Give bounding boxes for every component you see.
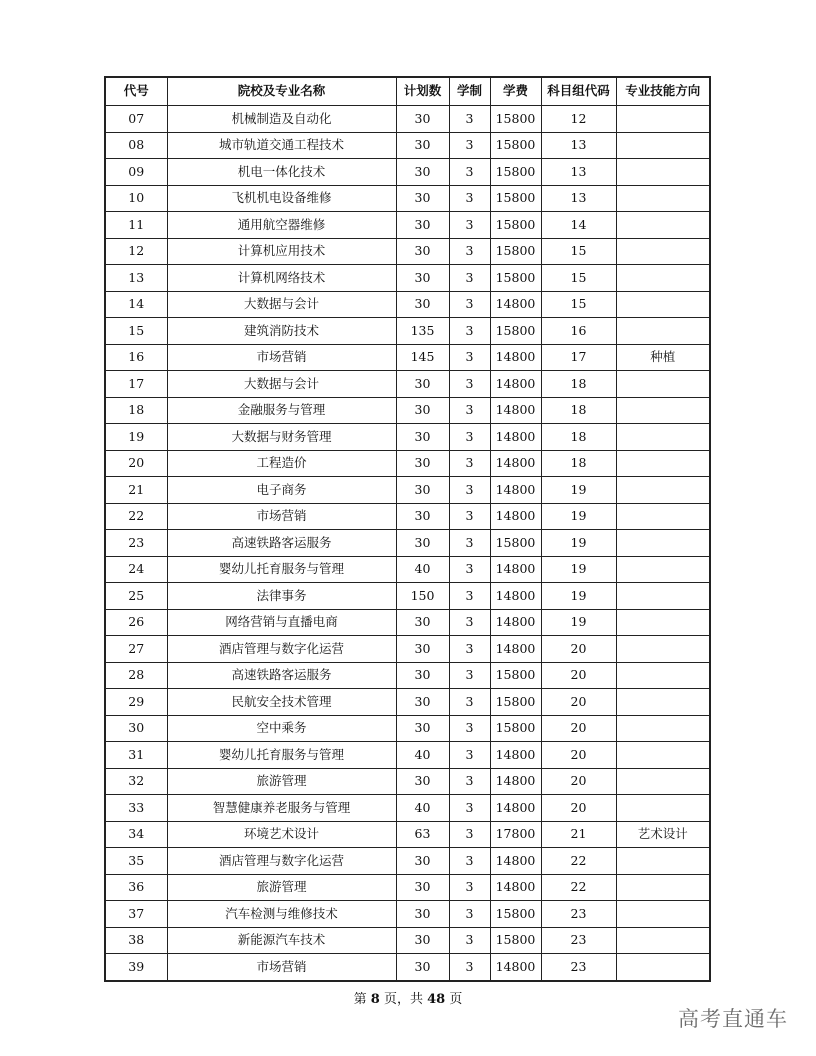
cell-code: 31 [105, 742, 167, 769]
cell-code: 20 [105, 450, 167, 477]
cell-code: 28 [105, 662, 167, 689]
cell-major-name: 建筑消防技术 [167, 318, 396, 345]
cell-code: 33 [105, 795, 167, 822]
cell-plan-count: 30 [396, 927, 449, 954]
cell-duration: 3 [449, 901, 490, 928]
cell-major-name: 旅游管理 [167, 768, 396, 795]
table-header-row [105, 77, 710, 106]
cell-subject-group-code: 19 [541, 530, 616, 557]
cell-skill-direction [616, 371, 710, 398]
cell-major-name: 酒店管理与数字化运营 [167, 848, 396, 875]
cell-subject-group-code: 20 [541, 768, 616, 795]
cell-tuition: 14800 [490, 742, 541, 769]
cell-skill-direction [616, 609, 710, 636]
cell-subject-group-code: 14 [541, 212, 616, 239]
cell-major-name: 市场营销 [167, 503, 396, 530]
cell-major-name: 大数据与会计 [167, 291, 396, 318]
cell-tuition: 14800 [490, 344, 541, 371]
cell-tuition: 14800 [490, 556, 541, 583]
cell-code: 13 [105, 265, 167, 292]
cell-code: 10 [105, 185, 167, 212]
cell-skill-direction [616, 636, 710, 663]
table-row [105, 397, 710, 424]
cell-duration: 3 [449, 795, 490, 822]
cell-tuition: 14800 [490, 795, 541, 822]
cell-skill-direction [616, 424, 710, 451]
cell-tuition: 15800 [490, 715, 541, 742]
cell-skill-direction [616, 159, 710, 186]
cell-skill-direction [616, 503, 710, 530]
header-major-name: 院校及专业名称 [167, 77, 396, 106]
cell-subject-group-code: 20 [541, 715, 616, 742]
cell-major-name: 大数据与财务管理 [167, 424, 396, 451]
cell-duration: 3 [449, 715, 490, 742]
cell-major-name: 机械制造及自动化 [167, 106, 396, 133]
cell-subject-group-code: 15 [541, 238, 616, 265]
table-row [105, 185, 710, 212]
cell-plan-count: 30 [396, 768, 449, 795]
cell-major-name: 高速铁路客运服务 [167, 530, 396, 557]
footer-middle: 页，共 [379, 992, 428, 1007]
cell-subject-group-code: 18 [541, 424, 616, 451]
cell-duration: 3 [449, 238, 490, 265]
cell-plan-count: 63 [396, 821, 449, 848]
cell-plan-count: 40 [396, 795, 449, 822]
cell-tuition: 15800 [490, 530, 541, 557]
table-row [105, 689, 710, 716]
table-row [105, 901, 710, 928]
cell-plan-count: 30 [396, 503, 449, 530]
total-pages-number: 48 [427, 992, 446, 1007]
header-plan-count: 计划数 [396, 77, 449, 106]
cell-skill-direction [616, 530, 710, 557]
cell-duration: 3 [449, 318, 490, 345]
cell-duration: 3 [449, 954, 490, 981]
cell-major-name: 酒店管理与数字化运营 [167, 636, 396, 663]
table-row [105, 159, 710, 186]
cell-duration: 3 [449, 477, 490, 504]
cell-plan-count: 30 [396, 848, 449, 875]
cell-duration: 3 [449, 371, 490, 398]
cell-code: 39 [105, 954, 167, 981]
cell-plan-count: 30 [396, 715, 449, 742]
cell-duration: 3 [449, 212, 490, 239]
cell-code: 18 [105, 397, 167, 424]
cell-plan-count: 40 [396, 556, 449, 583]
cell-duration: 3 [449, 768, 490, 795]
cell-plan-count: 150 [396, 583, 449, 610]
cell-plan-count: 30 [396, 371, 449, 398]
cell-tuition: 17800 [490, 821, 541, 848]
header-duration: 学制 [449, 77, 490, 106]
cell-subject-group-code: 18 [541, 371, 616, 398]
cell-plan-count: 30 [396, 874, 449, 901]
cell-skill-direction [616, 927, 710, 954]
table-row [105, 106, 710, 133]
cell-code: 35 [105, 848, 167, 875]
cell-skill-direction [616, 185, 710, 212]
cell-major-name: 金融服务与管理 [167, 397, 396, 424]
cell-plan-count: 30 [396, 106, 449, 133]
cell-tuition: 14800 [490, 424, 541, 451]
cell-skill-direction [616, 291, 710, 318]
cell-tuition: 15800 [490, 185, 541, 212]
cell-major-name: 通用航空器维修 [167, 212, 396, 239]
cell-tuition: 15800 [490, 265, 541, 292]
cell-code: 29 [105, 689, 167, 716]
cell-subject-group-code: 20 [541, 689, 616, 716]
header-skill-direction: 专业技能方向 [616, 77, 710, 106]
current-page-number: 8 [370, 992, 380, 1007]
table-row [105, 503, 710, 530]
cell-skill-direction [616, 556, 710, 583]
cell-code: 36 [105, 874, 167, 901]
cell-plan-count: 30 [396, 291, 449, 318]
cell-code: 16 [105, 344, 167, 371]
cell-plan-count: 40 [396, 742, 449, 769]
cell-major-name: 城市轨道交通工程技术 [167, 132, 396, 159]
cell-major-name: 汽车检测与维修技术 [167, 901, 396, 928]
cell-code: 24 [105, 556, 167, 583]
cell-duration: 3 [449, 503, 490, 530]
cell-major-name: 网络营销与直播电商 [167, 609, 396, 636]
cell-skill-direction [616, 954, 710, 981]
cell-subject-group-code: 23 [541, 927, 616, 954]
cell-major-name: 工程造价 [167, 450, 396, 477]
table-row [105, 556, 710, 583]
cell-plan-count: 30 [396, 185, 449, 212]
cell-major-name: 旅游管理 [167, 874, 396, 901]
table-row [105, 821, 710, 848]
cell-tuition: 15800 [490, 901, 541, 928]
cell-plan-count: 30 [396, 159, 449, 186]
cell-duration: 3 [449, 821, 490, 848]
cell-skill-direction: 种植 [616, 344, 710, 371]
table-row [105, 848, 710, 875]
table-row [105, 715, 710, 742]
cell-duration: 3 [449, 556, 490, 583]
cell-subject-group-code: 22 [541, 874, 616, 901]
cell-plan-count: 30 [396, 530, 449, 557]
cell-tuition: 14800 [490, 583, 541, 610]
cell-code: 11 [105, 212, 167, 239]
cell-code: 30 [105, 715, 167, 742]
cell-tuition: 14800 [490, 609, 541, 636]
cell-skill-direction [616, 106, 710, 133]
table-row [105, 742, 710, 769]
cell-tuition: 14800 [490, 477, 541, 504]
header-tuition: 学费 [490, 77, 541, 106]
cell-subject-group-code: 20 [541, 795, 616, 822]
cell-duration: 3 [449, 450, 490, 477]
cell-major-name: 婴幼儿托育服务与管理 [167, 556, 396, 583]
cell-skill-direction [616, 768, 710, 795]
cell-code: 15 [105, 318, 167, 345]
cell-duration: 3 [449, 185, 490, 212]
table-row [105, 318, 710, 345]
cell-subject-group-code: 12 [541, 106, 616, 133]
cell-code: 12 [105, 238, 167, 265]
cell-tuition: 14800 [490, 291, 541, 318]
cell-major-name: 市场营销 [167, 344, 396, 371]
cell-subject-group-code: 13 [541, 185, 616, 212]
cell-code: 19 [105, 424, 167, 451]
cell-major-name: 空中乘务 [167, 715, 396, 742]
cell-plan-count: 30 [396, 212, 449, 239]
table-row [105, 132, 710, 159]
cell-code: 17 [105, 371, 167, 398]
cell-skill-direction [616, 450, 710, 477]
cell-subject-group-code: 15 [541, 265, 616, 292]
table-row [105, 954, 710, 981]
watermark: 高考直通车 [678, 1007, 788, 1031]
cell-plan-count: 30 [396, 238, 449, 265]
cell-plan-count: 30 [396, 662, 449, 689]
cell-tuition: 14800 [490, 954, 541, 981]
table-row [105, 530, 710, 557]
cell-duration: 3 [449, 530, 490, 557]
cell-skill-direction [616, 689, 710, 716]
table-row [105, 265, 710, 292]
cell-plan-count: 30 [396, 689, 449, 716]
header-subject-group-code: 科目组代码 [541, 77, 616, 106]
cell-subject-group-code: 20 [541, 636, 616, 663]
cell-duration: 3 [449, 609, 490, 636]
cell-skill-direction [616, 132, 710, 159]
cell-subject-group-code: 19 [541, 477, 616, 504]
cell-subject-group-code: 19 [541, 556, 616, 583]
cell-tuition: 15800 [490, 106, 541, 133]
cell-skill-direction [616, 477, 710, 504]
cell-skill-direction [616, 318, 710, 345]
cell-major-name: 法律事务 [167, 583, 396, 610]
table-row [105, 450, 710, 477]
table-row [105, 238, 710, 265]
cell-subject-group-code: 18 [541, 450, 616, 477]
cell-duration: 3 [449, 344, 490, 371]
cell-tuition: 15800 [490, 318, 541, 345]
cell-duration: 3 [449, 265, 490, 292]
cell-skill-direction [616, 238, 710, 265]
cell-subject-group-code: 21 [541, 821, 616, 848]
cell-code: 07 [105, 106, 167, 133]
cell-subject-group-code: 22 [541, 848, 616, 875]
cell-duration: 3 [449, 848, 490, 875]
cell-skill-direction [616, 583, 710, 610]
cell-code: 09 [105, 159, 167, 186]
cell-code: 21 [105, 477, 167, 504]
table-row [105, 291, 710, 318]
cell-code: 27 [105, 636, 167, 663]
cell-plan-count: 30 [396, 397, 449, 424]
cell-tuition: 15800 [490, 238, 541, 265]
cell-skill-direction [616, 397, 710, 424]
cell-subject-group-code: 18 [541, 397, 616, 424]
cell-subject-group-code: 20 [541, 742, 616, 769]
cell-duration: 3 [449, 662, 490, 689]
table-row [105, 609, 710, 636]
cell-duration: 3 [449, 874, 490, 901]
cell-code: 26 [105, 609, 167, 636]
cell-tuition: 14800 [490, 636, 541, 663]
cell-skill-direction [616, 742, 710, 769]
cell-code: 08 [105, 132, 167, 159]
cell-plan-count: 145 [396, 344, 449, 371]
table-row [105, 477, 710, 504]
cell-major-name: 电子商务 [167, 477, 396, 504]
cell-major-name: 市场营销 [167, 954, 396, 981]
cell-plan-count: 135 [396, 318, 449, 345]
cell-code: 38 [105, 927, 167, 954]
cell-tuition: 14800 [490, 450, 541, 477]
cell-tuition: 14800 [490, 371, 541, 398]
table-row [105, 583, 710, 610]
cell-major-name: 大数据与会计 [167, 371, 396, 398]
cell-code: 32 [105, 768, 167, 795]
cell-duration: 3 [449, 424, 490, 451]
table-row [105, 874, 710, 901]
table-row [105, 636, 710, 663]
cell-code: 34 [105, 821, 167, 848]
cell-skill-direction [616, 848, 710, 875]
cell-subject-group-code: 13 [541, 132, 616, 159]
cell-skill-direction [616, 265, 710, 292]
cell-subject-group-code: 19 [541, 503, 616, 530]
cell-skill-direction: 艺术设计 [616, 821, 710, 848]
cell-duration: 3 [449, 583, 490, 610]
table-row [105, 662, 710, 689]
cell-code: 23 [105, 530, 167, 557]
cell-tuition: 14800 [490, 503, 541, 530]
cell-code: 14 [105, 291, 167, 318]
cell-major-name: 婴幼儿托育服务与管理 [167, 742, 396, 769]
cell-tuition: 14800 [490, 874, 541, 901]
cell-major-name: 计算机应用技术 [167, 238, 396, 265]
cell-subject-group-code: 20 [541, 662, 616, 689]
cell-plan-count: 30 [396, 424, 449, 451]
cell-plan-count: 30 [396, 265, 449, 292]
cell-tuition: 14800 [490, 848, 541, 875]
table-row [105, 768, 710, 795]
cell-duration: 3 [449, 636, 490, 663]
cell-plan-count: 30 [396, 954, 449, 981]
table-row [105, 795, 710, 822]
cell-major-name: 飞机机电设备维修 [167, 185, 396, 212]
cell-tuition: 15800 [490, 132, 541, 159]
cell-duration: 3 [449, 397, 490, 424]
cell-major-name: 环境艺术设计 [167, 821, 396, 848]
cell-skill-direction [616, 874, 710, 901]
cell-plan-count: 30 [396, 477, 449, 504]
cell-subject-group-code: 23 [541, 901, 616, 928]
cell-subject-group-code: 19 [541, 609, 616, 636]
cell-subject-group-code: 17 [541, 344, 616, 371]
cell-duration: 3 [449, 159, 490, 186]
cell-tuition: 14800 [490, 397, 541, 424]
cell-plan-count: 30 [396, 901, 449, 928]
cell-skill-direction [616, 212, 710, 239]
cell-tuition: 15800 [490, 662, 541, 689]
cell-major-name: 机电一体化技术 [167, 159, 396, 186]
cell-major-name: 民航安全技术管理 [167, 689, 396, 716]
cell-duration: 3 [449, 291, 490, 318]
footer-prefix: 第 [353, 992, 371, 1007]
cell-major-name: 智慧健康养老服务与管理 [167, 795, 396, 822]
cell-tuition: 15800 [490, 212, 541, 239]
header-code: 代号 [105, 77, 167, 106]
table-row [105, 344, 710, 371]
cell-code: 37 [105, 901, 167, 928]
cell-duration: 3 [449, 689, 490, 716]
cell-major-name: 新能源汽车技术 [167, 927, 396, 954]
cell-major-name: 计算机网络技术 [167, 265, 396, 292]
cell-subject-group-code: 15 [541, 291, 616, 318]
table-row [105, 424, 710, 451]
cell-skill-direction [616, 795, 710, 822]
cell-tuition: 15800 [490, 159, 541, 186]
cell-subject-group-code: 13 [541, 159, 616, 186]
cell-tuition: 14800 [490, 768, 541, 795]
cell-duration: 3 [449, 927, 490, 954]
cell-subject-group-code: 23 [541, 954, 616, 981]
cell-duration: 3 [449, 106, 490, 133]
cell-tuition: 15800 [490, 689, 541, 716]
admission-plan-table [104, 76, 711, 982]
cell-plan-count: 30 [396, 450, 449, 477]
cell-major-name: 高速铁路客运服务 [167, 662, 396, 689]
cell-tuition: 15800 [490, 927, 541, 954]
cell-duration: 3 [449, 132, 490, 159]
cell-skill-direction [616, 662, 710, 689]
cell-plan-count: 30 [396, 636, 449, 663]
cell-skill-direction [616, 715, 710, 742]
cell-subject-group-code: 19 [541, 583, 616, 610]
cell-subject-group-code: 16 [541, 318, 616, 345]
table-row [105, 212, 710, 239]
cell-code: 22 [105, 503, 167, 530]
table-row [105, 927, 710, 954]
footer-suffix: 页 [445, 992, 463, 1007]
cell-plan-count: 30 [396, 609, 449, 636]
table-row [105, 371, 710, 398]
cell-code: 25 [105, 583, 167, 610]
cell-skill-direction [616, 901, 710, 928]
cell-plan-count: 30 [396, 132, 449, 159]
cell-duration: 3 [449, 742, 490, 769]
